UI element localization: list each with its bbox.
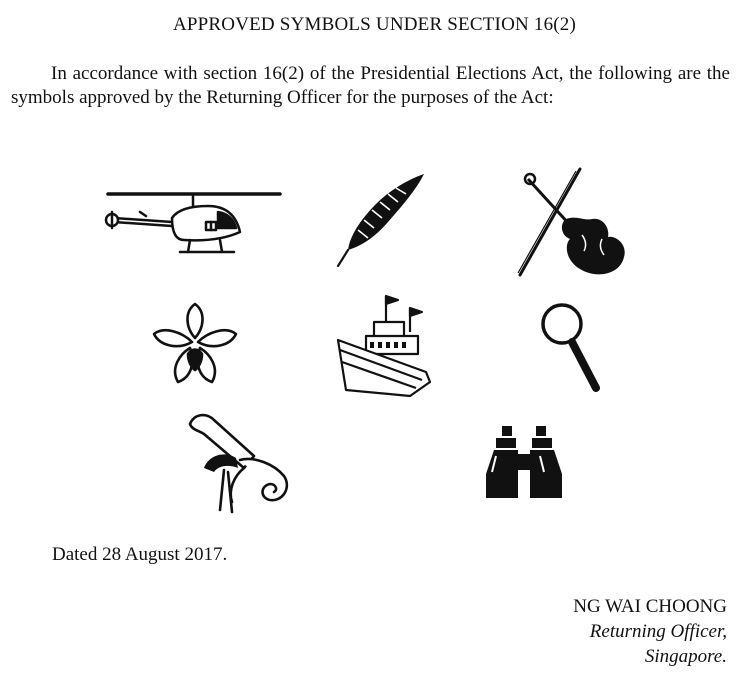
signatory-role: Returning Officer, — [589, 621, 727, 642]
intro-paragraph: In accordance with section 16(2) of the Presidential Elections Act, the following are the symbols approved by the Returning Officer for the purposes of the Act: — [11, 63, 730, 108]
helicopter-icon — [100, 182, 286, 260]
date-line: Dated 28 August 2017. — [52, 544, 228, 565]
signatory-place: Singapore. — [644, 646, 727, 667]
page-title: APPROVED SYMBOLS UNDER SECTION 16(2) — [172, 14, 577, 35]
scroll-icon — [184, 410, 296, 518]
binoculars-icon — [482, 424, 566, 500]
magnifying-glass-icon — [538, 300, 604, 394]
feather-icon — [332, 170, 432, 270]
signatory-name: NG WAI CHOONG — [573, 596, 727, 617]
ship-icon — [330, 292, 436, 400]
orchid-icon — [148, 302, 242, 388]
signature-block — [573, 594, 727, 669]
violin-icon — [510, 165, 632, 283]
